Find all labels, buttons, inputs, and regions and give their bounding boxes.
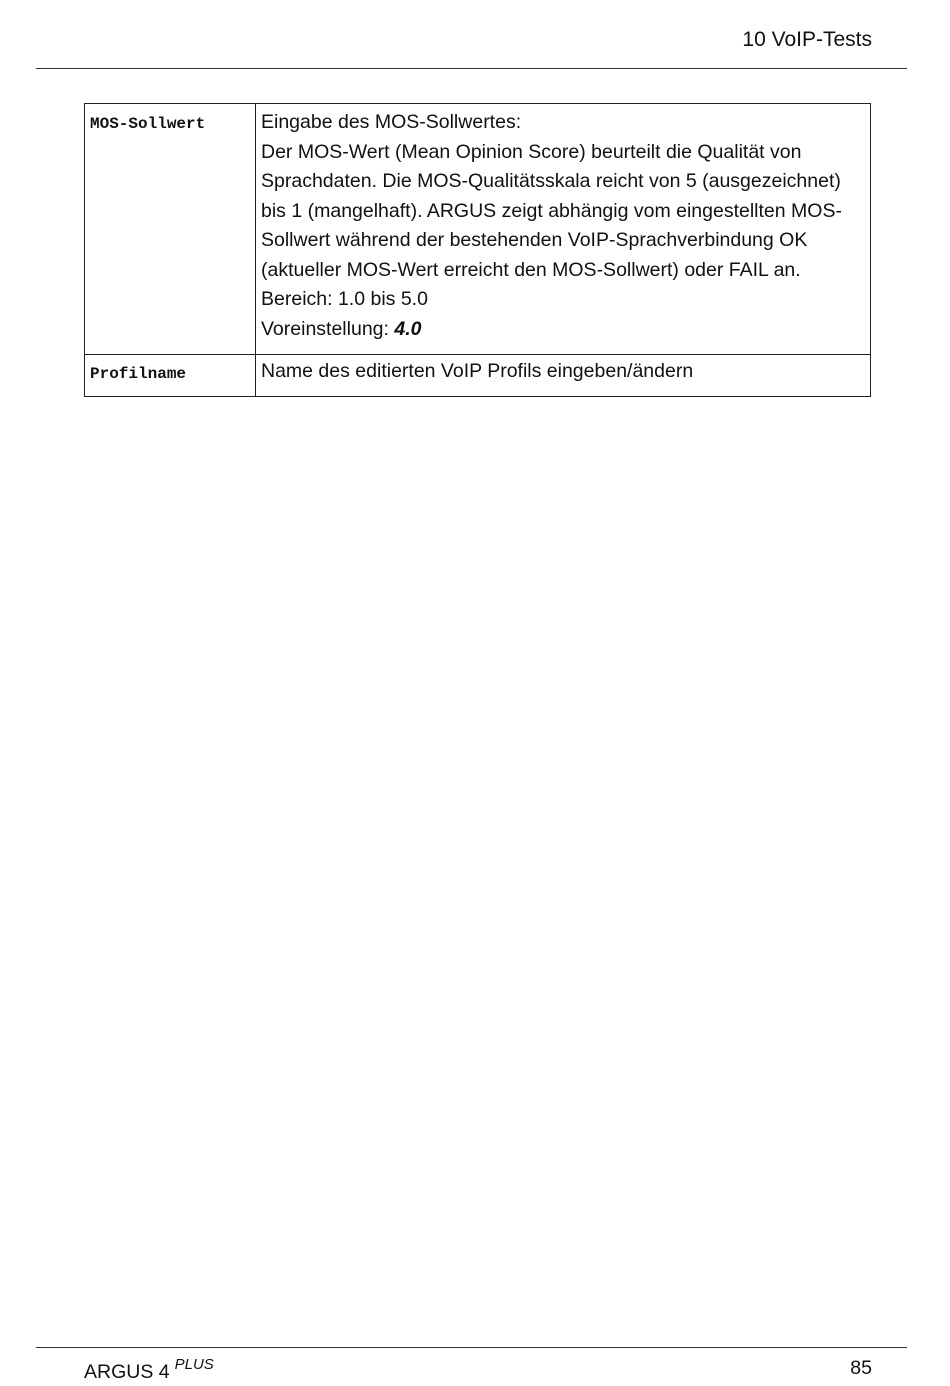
section-title: 10 VoIP-Tests xyxy=(742,28,872,51)
description-line: Sprachdaten. Die MOS-Qualitätsskala reicht von 5 (ausgezeichnet) xyxy=(261,170,841,192)
parameter-description xyxy=(256,355,871,397)
parameter-description xyxy=(256,104,871,355)
parameter-name: MOS-Sollwert xyxy=(85,104,256,355)
parameter-table xyxy=(84,103,871,397)
product-suffix: PLUS xyxy=(174,1356,214,1373)
default-line xyxy=(261,315,864,345)
footer-divider xyxy=(36,1347,907,1348)
description-line: (aktueller MOS-Wert erreicht den MOS-Sollwert) oder FAIL an. xyxy=(261,258,801,281)
parameter-name: Profilname xyxy=(85,355,256,397)
range-line: Bereich: 1.0 bis 5.0 xyxy=(261,288,428,310)
description-line: Sollwert während der bestehenden VoIP-Sprachverbindung OK xyxy=(261,229,808,251)
table-row xyxy=(85,104,871,355)
table-row xyxy=(85,355,871,397)
description-line: bis 1 (mangelhaft). ARGUS zeigt abhängig vom eingestellten MOS- xyxy=(261,199,842,222)
default-value: 4.0 xyxy=(394,317,422,340)
page-number: 85 xyxy=(850,1357,872,1379)
description-line: Eingabe des MOS-Sollwertes: xyxy=(261,111,522,133)
description-line: Der MOS-Wert (Mean Opinion Score) beurteilt die Qualität von xyxy=(261,140,802,163)
product-label: ARGUS 4 xyxy=(84,1361,170,1383)
product-name xyxy=(84,1356,214,1386)
default-label: Voreinstellung: xyxy=(261,317,395,340)
description-line: Name des editierten VoIP Profils eingeben/ändern xyxy=(261,360,694,382)
header-divider xyxy=(36,68,907,69)
